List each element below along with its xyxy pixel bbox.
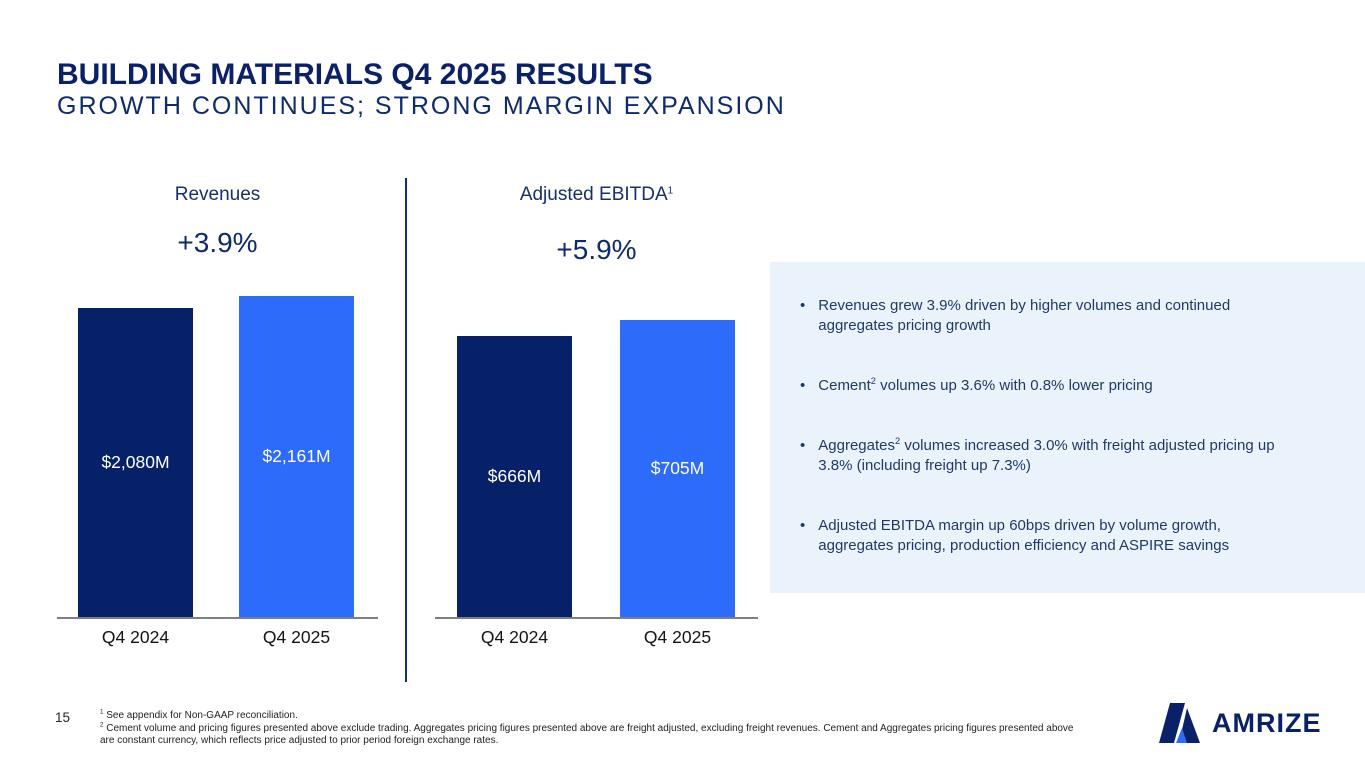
footnote-ref-2: 2 xyxy=(870,376,876,386)
bullet-icon: • xyxy=(800,377,806,394)
footnotes xyxy=(100,710,1080,748)
bullet-revenues xyxy=(800,296,1325,336)
bar-value-label: $705M xyxy=(650,458,705,478)
highlights-panel xyxy=(770,262,1365,593)
ebitda-category-q4-2024: Q4 2024 xyxy=(480,627,549,647)
revenues-category-q4-2025: Q4 2025 xyxy=(262,627,331,647)
bullet-icon: • xyxy=(800,297,806,314)
bullet-text: Revenues grew 3.9% driven by higher volumes and continued aggregates pricing growth xyxy=(818,297,1231,334)
bar-value-label: $2,080M xyxy=(101,452,170,472)
bullet-ebitda-margin xyxy=(800,516,1325,556)
bullet-text: Adjusted EBITDA margin up 60bps driven by volume growth, aggregates pricing, production efficiency and ASPIRE savings xyxy=(818,517,1230,554)
revenues-bar-q4-2025 xyxy=(239,296,354,617)
bullet-aggregates xyxy=(800,436,1325,476)
footnote-1: $^1$ See appendix for Non-GAAP reconciliation. xyxy=(100,708,298,721)
revenues-bar-q4-2024 xyxy=(78,308,193,617)
ebitda-bar-q4-2025 xyxy=(620,320,735,617)
slide-title: BUILDING MATERIALS Q4 2025 RESULTS xyxy=(57,58,653,91)
bar-value-label: $666M xyxy=(487,466,542,486)
bullet-text: Cement$^2$ volumes up 3.6% with 0.8% lower pricing xyxy=(818,376,1153,394)
amrize-logo-text: AMRIZE xyxy=(1212,707,1322,738)
footnote-2: $^2$ Cement volume and pricing figures presented above exclude trading. Aggregates pricing figures presented above are freight adjusted, excluding freight revenues. Cement and Aggregates pricing figures presented above are constant currency, which reflects price adjusted to prior period foreign exchange rates. xyxy=(100,721,1074,746)
revenues-change-label: +3.9% xyxy=(177,227,258,258)
ebitda-chart-title: Adjusted EBITDA$^1$ xyxy=(519,184,674,205)
revenues-chart xyxy=(57,296,378,647)
bullet-icon: • xyxy=(800,437,806,454)
bullet-icon: • xyxy=(800,517,806,534)
ebitda-change-label: +5.9% xyxy=(556,234,637,265)
amrize-logo-mark-icon xyxy=(1157,701,1203,745)
vertical-divider xyxy=(405,178,407,682)
amrize-logo xyxy=(1157,701,1322,745)
slide-subtitle: GROWTH CONTINUES; STRONG MARGIN EXPANSION xyxy=(57,92,786,120)
bullet-text: Aggregates$^2$ volumes increased 3.0% with freight adjusted pricing up 3.8% (including freight up 7.3%) xyxy=(818,436,1275,474)
page-number: 15 xyxy=(55,710,71,725)
revenues-category-q4-2024: Q4 2024 xyxy=(101,627,170,647)
revenues-chart-title: Revenues xyxy=(174,184,261,205)
bullet-cement xyxy=(800,376,1325,396)
footnote-ref-1: 1 xyxy=(667,185,674,197)
footnote-ref-2: 2 xyxy=(895,436,901,446)
ebitda-bar-q4-2024 xyxy=(457,336,572,617)
bar-value-label: $2,161M xyxy=(262,446,331,466)
ebitda-category-q4-2025: Q4 2025 xyxy=(643,627,712,647)
ebitda-chart xyxy=(435,320,758,647)
